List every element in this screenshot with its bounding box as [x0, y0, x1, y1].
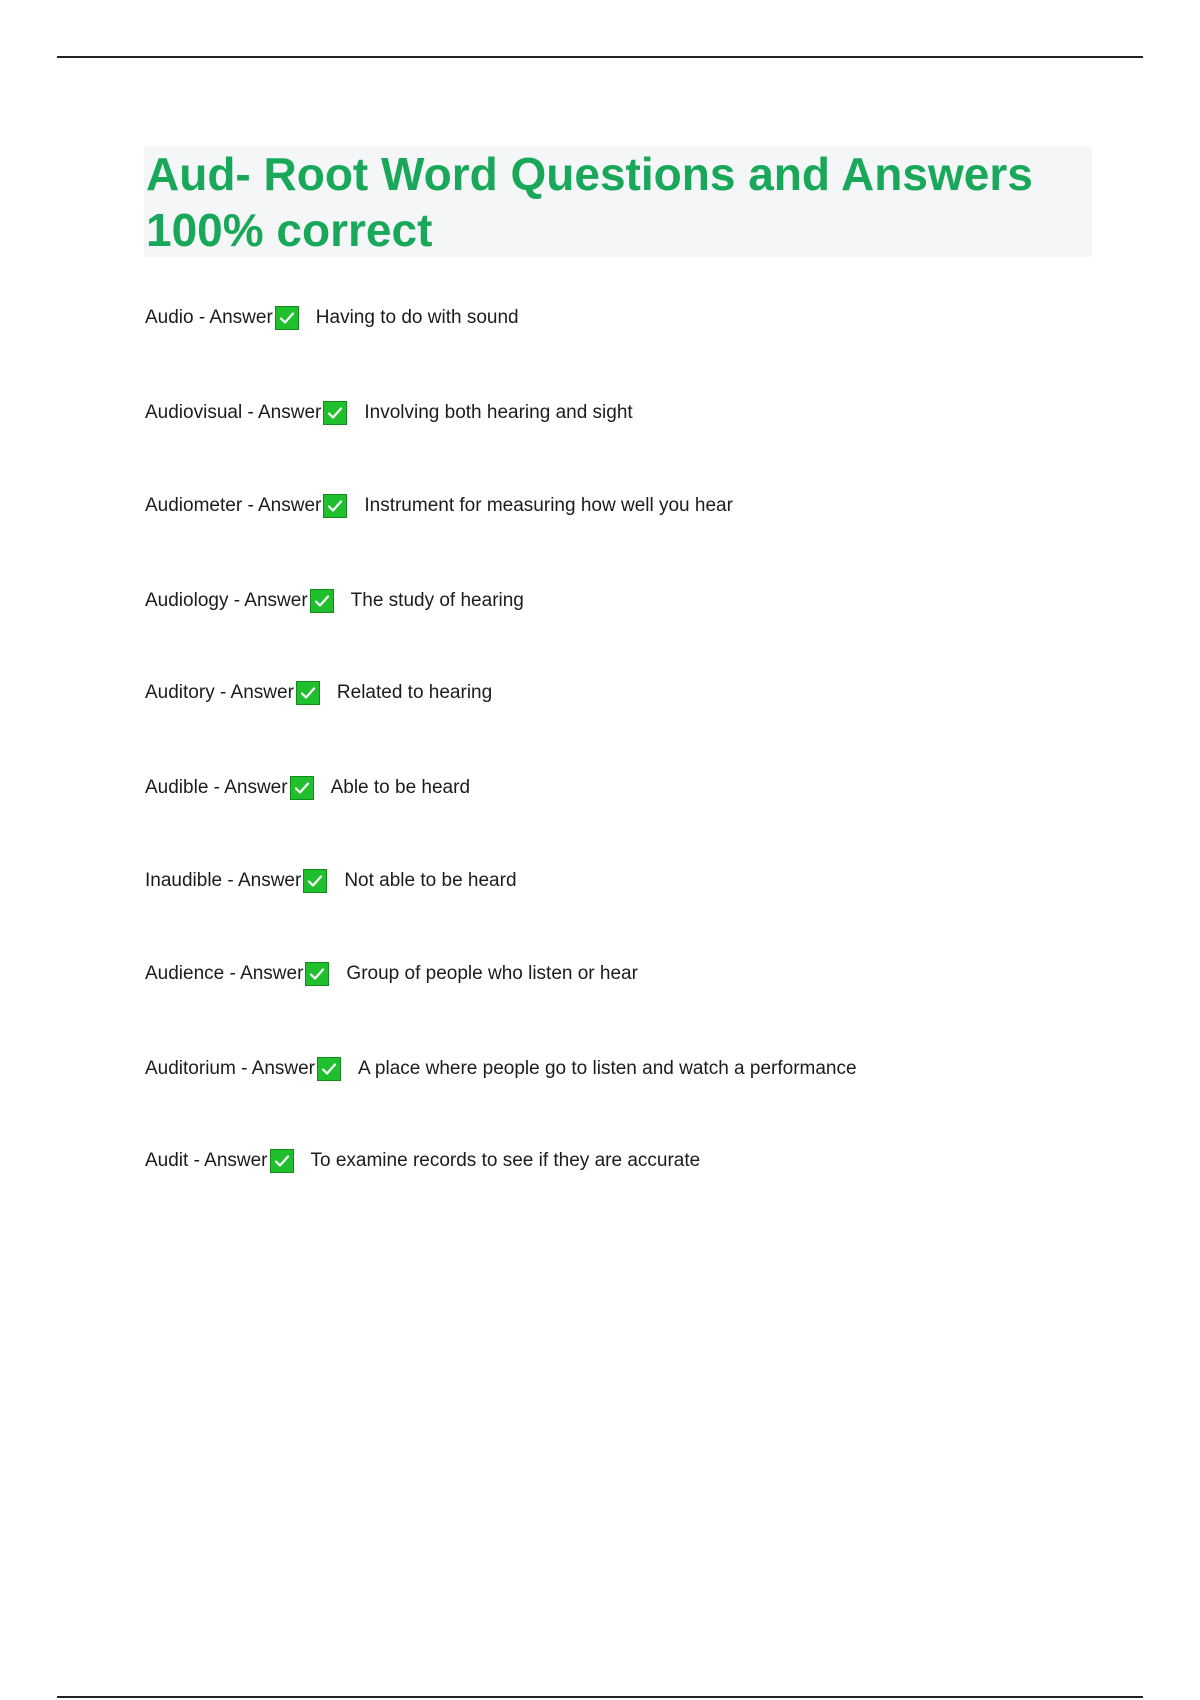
checkmark-icon	[317, 1057, 341, 1081]
question-term: Audiology - Answer	[145, 590, 308, 611]
qa-row	[145, 866, 517, 896]
qa-row	[145, 491, 733, 521]
checkmark-icon	[305, 962, 329, 986]
checkmark-icon	[303, 869, 327, 893]
answer-text: Able to be heard	[330, 777, 471, 798]
question-term: Audit - Answer	[145, 1150, 268, 1171]
qa-row	[145, 773, 470, 803]
page-title	[144, 146, 1092, 258]
answer-text: Instrument for measuring how well you hear	[364, 495, 733, 516]
checkmark-icon	[290, 776, 314, 800]
checkmark-icon	[270, 1149, 294, 1173]
checkmark-icon	[323, 494, 347, 518]
qa-row	[145, 303, 519, 333]
qa-row	[145, 1054, 857, 1084]
qa-row	[145, 678, 492, 708]
checkmark-icon	[296, 681, 320, 705]
answer-text: Having to do with sound	[315, 307, 519, 328]
question-term: Inaudible - Answer	[145, 870, 302, 891]
question-term: Audio - Answer	[145, 307, 273, 328]
answer-text: To examine records to see if they are accurate	[310, 1150, 701, 1171]
question-term: Audiovisual - Answer	[145, 402, 322, 423]
qa-row	[145, 586, 524, 616]
qa-row	[145, 959, 638, 989]
checkmark-icon	[310, 589, 334, 613]
question-term: Auditory - Answer	[145, 682, 294, 703]
qa-row	[145, 398, 633, 428]
title-line-1: Aud- Root Word Questions and Answers	[146, 148, 1033, 200]
qa-row	[145, 1146, 700, 1176]
question-term: Auditorium - Answer	[145, 1058, 316, 1079]
question-term: Audible - Answer	[145, 777, 288, 798]
answer-text: A place where people go to listen and watch a performance	[358, 1058, 857, 1079]
question-term: Audience - Answer	[145, 963, 304, 984]
answer-text: Group of people who listen or hear	[346, 963, 638, 984]
top-divider	[57, 56, 1143, 58]
bottom-divider	[57, 1696, 1143, 1698]
title-line-2: 100% correct	[146, 204, 433, 256]
answer-text: The study of hearing	[350, 590, 524, 611]
title-block	[144, 146, 1092, 257]
checkmark-icon	[275, 306, 299, 330]
answer-text: Involving both hearing and sight	[364, 402, 633, 423]
checkmark-icon	[323, 401, 347, 425]
question-term: Audiometer - Answer	[145, 495, 322, 516]
answer-text: Not able to be heard	[344, 870, 517, 891]
answer-text: Related to hearing	[336, 682, 493, 703]
